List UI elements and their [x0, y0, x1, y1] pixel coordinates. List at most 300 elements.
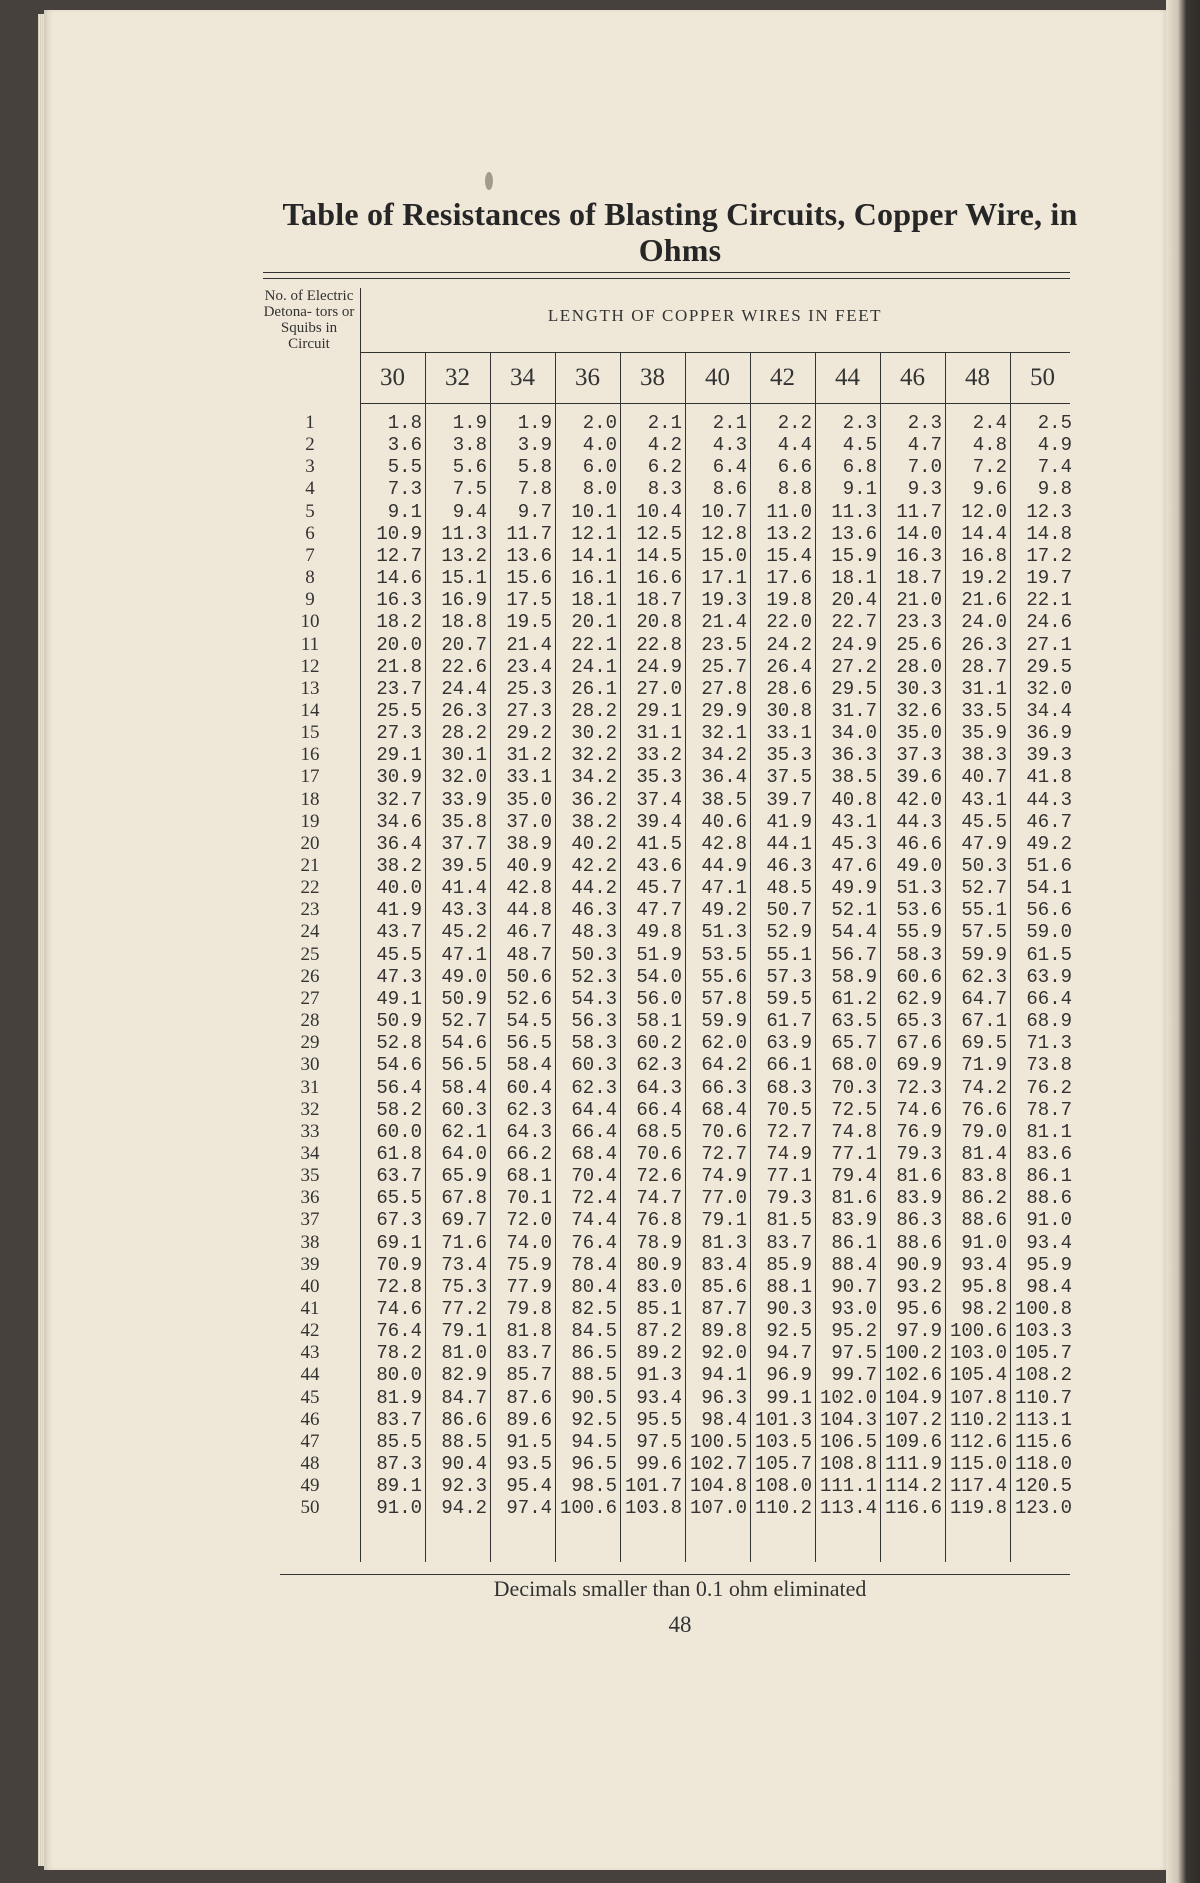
resistance-cell: 56.7	[831, 943, 877, 966]
resistance-cell: 91.3	[636, 1364, 682, 1387]
resistance-cell: 4.3	[712, 434, 747, 457]
resistance-cell: 45.5	[961, 810, 1007, 833]
resistance-cell: 95.8	[961, 1275, 1007, 1298]
resistance-cell: 26.1	[571, 677, 617, 700]
resistance-cell: 110.7	[1014, 1386, 1072, 1409]
resistance-cell: 67.3	[376, 1209, 422, 1232]
resistance-cell: 23.7	[376, 677, 422, 700]
resistance-cell: 97.5	[636, 1430, 682, 1453]
resistance-cell: 77.1	[766, 1165, 812, 1188]
resistance-cell: 92.5	[766, 1320, 812, 1343]
resistance-cell: 2.0	[582, 412, 617, 434]
resistance-cell: 68.9	[1026, 1010, 1072, 1033]
resistance-cell: 115.0	[949, 1453, 1007, 1476]
resistance-cell: 96.9	[766, 1364, 812, 1387]
resistance-cell: 65.7	[831, 1032, 877, 1055]
resistance-cell: 54.1	[1026, 877, 1072, 900]
resistance-cell: 31.1	[636, 722, 682, 745]
resistance-cell: 56.5	[506, 1032, 552, 1055]
resistance-cell: 9.8	[1037, 478, 1072, 501]
resistance-cell: 78.2	[376, 1342, 422, 1365]
resistance-cell: 95.4	[506, 1475, 552, 1498]
resistance-cell: 78.9	[636, 1231, 682, 1254]
resistance-cell: 74.8	[831, 1120, 877, 1143]
resistance-cell: 80.9	[636, 1253, 682, 1276]
resistance-cell: 84.5	[571, 1320, 617, 1343]
resistance-cell: 4.5	[842, 434, 877, 457]
resistance-cell: 45.7	[636, 877, 682, 900]
resistance-cell: 24.9	[831, 633, 877, 656]
resistance-cell: 93.4	[961, 1253, 1007, 1276]
resistance-cell: 24.2	[766, 633, 812, 656]
resistance-cell: 58.2	[376, 1098, 422, 1121]
resistance-cell: 85.1	[636, 1298, 682, 1320]
resistance-cell: 90.7	[831, 1275, 877, 1298]
resistance-cell: 114.2	[884, 1475, 942, 1498]
resistance-cell: 103.5	[754, 1430, 812, 1453]
resistance-cell: 30.9	[376, 766, 422, 789]
resistance-cell: 60.3	[571, 1054, 617, 1077]
resistance-cell: 36.2	[571, 788, 617, 811]
resistance-cell: 9.1	[387, 500, 422, 523]
resistance-cell: 35.0	[896, 722, 942, 745]
detonator-count: 19	[300, 810, 320, 832]
resistance-cell: 33.9	[441, 788, 487, 811]
resistance-cell: 74.7	[636, 1187, 682, 1210]
resistance-cell: 6.8	[842, 456, 877, 479]
resistance-cell: 87.6	[506, 1386, 552, 1409]
resistance-cell: 10.4	[636, 500, 682, 523]
resistance-cell: 50.3	[961, 855, 1007, 877]
resistance-cell: 62.0	[701, 1032, 747, 1055]
resistance-cell: 99.6	[636, 1453, 682, 1476]
resistance-cell: 71.3	[1026, 1032, 1072, 1055]
resistance-cell: 77.1	[831, 1142, 877, 1165]
resistance-cell: 14.0	[896, 522, 942, 545]
detonator-count: 6	[305, 522, 315, 544]
resistance-cell: 90.3	[766, 1298, 812, 1320]
resistance-cell: 65.9	[441, 1165, 487, 1188]
title-rule	[263, 272, 1070, 273]
resistance-cell: 38.2	[376, 855, 422, 877]
resistance-cell: 77.0	[701, 1187, 747, 1210]
resistance-cell: 49.0	[896, 855, 942, 877]
detonator-count: 42	[300, 1320, 320, 1342]
resistance-cell: 40.9	[506, 855, 552, 877]
resistance-cell: 29.9	[701, 699, 747, 722]
column-header: 38	[640, 364, 665, 391]
resistance-cell: 17.5	[506, 589, 552, 612]
resistance-cell: 87.3	[376, 1453, 422, 1476]
resistance-cell: 66.4	[571, 1120, 617, 1143]
detonator-count: 10	[300, 611, 320, 633]
resistance-cell: 61.7	[766, 1010, 812, 1033]
resistance-cell: 99.1	[766, 1386, 812, 1409]
resistance-cell: 83.8	[961, 1165, 1007, 1188]
resistance-cell: 44.8	[506, 899, 552, 922]
detonator-count: 27	[300, 987, 320, 1009]
resistance-cell: 19.3	[701, 589, 747, 612]
resistance-cell: 18.2	[376, 611, 422, 634]
resistance-cell: 98.2	[961, 1298, 1007, 1320]
resistance-cell: 101.3	[754, 1408, 812, 1431]
resistance-cell: 105.4	[949, 1364, 1007, 1387]
resistance-cell: 74.6	[376, 1298, 422, 1320]
resistance-cell: 16.1	[571, 567, 617, 590]
resistance-cell: 12.0	[961, 500, 1007, 523]
resistance-cell: 99.7	[831, 1364, 877, 1387]
resistance-cell: 19.8	[766, 589, 812, 612]
resistance-cell: 4.4	[777, 434, 812, 457]
column-header: 48	[965, 364, 990, 391]
resistance-cell: 61.5	[1026, 943, 1072, 966]
resistance-cell: 5.6	[452, 456, 487, 479]
resistance-cell: 82.5	[571, 1298, 617, 1320]
resistance-cell: 108.8	[819, 1453, 877, 1476]
resistance-cell: 109.6	[884, 1430, 942, 1453]
resistance-cell: 74.2	[961, 1076, 1007, 1099]
resistance-cell: 100.5	[689, 1430, 747, 1453]
resistance-cell: 68.1	[506, 1165, 552, 1188]
resistance-cell: 91.0	[961, 1231, 1007, 1254]
resistance-cell: 14.5	[636, 544, 682, 567]
resistance-cell: 91.0	[1026, 1209, 1072, 1232]
resistance-cell: 94.7	[766, 1342, 812, 1365]
resistance-cell: 12.8	[701, 522, 747, 545]
resistance-cell: 2.2	[777, 412, 812, 434]
resistance-cell: 30.2	[571, 722, 617, 745]
resistance-cell: 113.1	[1014, 1408, 1072, 1431]
resistance-cell: 86.1	[1026, 1165, 1072, 1188]
resistance-cell: 70.3	[831, 1076, 877, 1099]
resistance-cell: 38.5	[701, 788, 747, 811]
resistance-cell: 9.4	[452, 500, 487, 523]
resistance-cell: 40.8	[831, 788, 877, 811]
resistance-cell: 50.7	[766, 899, 812, 922]
resistance-cell: 34.6	[376, 810, 422, 833]
resistance-cell: 96.5	[571, 1453, 617, 1476]
resistance-cell: 4.9	[1037, 434, 1072, 457]
resistance-cell: 72.0	[506, 1209, 552, 1232]
resistance-cell: 95.9	[1026, 1253, 1072, 1276]
resistance-cell: 54.5	[506, 1010, 552, 1033]
resistance-cell: 68.4	[701, 1098, 747, 1121]
resistance-cell: 20.7	[441, 633, 487, 656]
resistance-cell: 29.1	[636, 699, 682, 722]
detonator-count: 25	[300, 943, 320, 965]
resistance-cell: 34.0	[831, 722, 877, 745]
resistance-cell: 25.3	[506, 677, 552, 700]
resistance-cell: 77.9	[506, 1275, 552, 1298]
resistance-cell: 72.4	[571, 1187, 617, 1210]
resistance-cell: 64.7	[961, 987, 1007, 1010]
resistance-cell: 32.1	[701, 722, 747, 745]
detonator-count: 2	[305, 434, 315, 456]
resistance-cell: 28.2	[441, 722, 487, 745]
resistance-cell: 88.6	[896, 1231, 942, 1254]
resistance-cell: 7.8	[517, 478, 552, 501]
resistance-cell: 103.8	[624, 1497, 682, 1520]
detonator-count: 12	[300, 655, 320, 677]
resistance-cell: 39.4	[636, 810, 682, 833]
resistance-cell: 72.3	[896, 1076, 942, 1099]
resistance-cell: 103.0	[949, 1342, 1007, 1365]
resistance-cell: 37.3	[896, 744, 942, 767]
resistance-cell: 29.5	[1026, 655, 1072, 678]
resistance-cell: 66.3	[701, 1076, 747, 1099]
detonator-count: 15	[300, 722, 320, 744]
resistance-cell: 2.3	[842, 412, 877, 434]
resistance-cell: 13.6	[831, 522, 877, 545]
resistance-cell: 55.1	[766, 943, 812, 966]
resistance-cell: 20.4	[831, 589, 877, 612]
resistance-cell: 6.0	[582, 456, 617, 479]
resistance-cell: 27.8	[701, 677, 747, 700]
resistance-cell: 116.6	[884, 1497, 942, 1520]
resistance-cell: 31.2	[506, 744, 552, 767]
resistance-cell: 67.8	[441, 1187, 487, 1210]
detonator-count: 7	[305, 544, 315, 566]
resistance-cell: 58.4	[441, 1076, 487, 1099]
length-header-rule	[360, 352, 1070, 353]
resistance-cell: 93.0	[831, 1298, 877, 1320]
resistance-cell: 29.5	[831, 677, 877, 700]
resistance-cell: 21.6	[961, 589, 1007, 612]
resistance-cell: 37.5	[766, 766, 812, 789]
resistance-cell: 9.1	[842, 478, 877, 501]
resistance-cell: 34.2	[701, 744, 747, 767]
resistance-cell: 63.5	[831, 1010, 877, 1033]
resistance-cell: 60.2	[636, 1032, 682, 1055]
resistance-cell: 6.2	[647, 456, 682, 479]
detonator-count: 9	[305, 589, 315, 611]
resistance-cell: 78.7	[1026, 1098, 1072, 1121]
resistance-cell: 62.3	[506, 1098, 552, 1121]
resistance-cell: 110.2	[754, 1497, 812, 1520]
resistance-cell: 76.8	[636, 1209, 682, 1232]
resistance-cell: 42.2	[571, 855, 617, 877]
resistance-cell: 54.0	[636, 965, 682, 988]
resistance-cell: 53.6	[896, 899, 942, 922]
resistance-cell: 1.9	[452, 412, 487, 434]
resistance-cell: 90.4	[441, 1453, 487, 1476]
resistance-cell: 10.7	[701, 500, 747, 523]
resistance-cell: 56.3	[571, 1010, 617, 1033]
resistance-cell: 19.7	[1026, 567, 1072, 590]
resistance-cell: 40.0	[376, 877, 422, 900]
resistance-cell: 21.4	[506, 633, 552, 656]
resistance-cell: 28.0	[896, 655, 942, 678]
resistance-cell: 97.4	[506, 1497, 552, 1520]
resistance-cell: 71.6	[441, 1231, 487, 1254]
resistance-cell: 74.4	[571, 1209, 617, 1232]
resistance-cell: 56.6	[1026, 899, 1072, 922]
resistance-cell: 46.7	[506, 921, 552, 944]
resistance-cell: 68.5	[636, 1120, 682, 1143]
resistance-cell: 98.4	[701, 1408, 747, 1431]
resistance-cell: 7.4	[1037, 456, 1072, 479]
resistance-cell: 6.4	[712, 456, 747, 479]
resistance-cell: 16.9	[441, 589, 487, 612]
resistance-cell: 23.5	[701, 633, 747, 656]
resistance-cell: 71.9	[961, 1054, 1007, 1077]
resistance-cell: 67.1	[961, 1010, 1007, 1033]
resistance-cell: 44.2	[571, 877, 617, 900]
resistance-cell: 72.8	[376, 1275, 422, 1298]
resistance-cell: 40.2	[571, 832, 617, 855]
resistance-cell: 89.6	[506, 1408, 552, 1431]
resistance-cell: 33.1	[766, 722, 812, 745]
resistance-cell: 1.9	[517, 412, 552, 434]
resistance-cell: 24.0	[961, 611, 1007, 634]
resistance-cell: 100.2	[884, 1342, 942, 1365]
resistance-cell: 42.8	[701, 832, 747, 855]
resistance-cell: 79.1	[441, 1320, 487, 1343]
resistance-cell: 83.4	[701, 1253, 747, 1276]
resistance-cell: 19.2	[961, 567, 1007, 590]
resistance-cell: 79.3	[896, 1142, 942, 1165]
resistance-cell: 12.1	[571, 522, 617, 545]
resistance-cell: 16.8	[961, 544, 1007, 567]
resistance-cell: 41.9	[376, 899, 422, 922]
resistance-cell: 11.7	[896, 500, 942, 523]
resistance-cell: 5.8	[517, 456, 552, 479]
resistance-cell: 58.1	[636, 1010, 682, 1033]
resistance-cell: 52.3	[571, 965, 617, 988]
resistance-cell: 7.3	[387, 478, 422, 501]
resistance-cell: 81.9	[376, 1386, 422, 1409]
resistance-cell: 89.1	[376, 1475, 422, 1498]
detonator-count: 48	[300, 1453, 320, 1475]
resistance-cell: 79.4	[831, 1165, 877, 1188]
resistance-cell: 27.0	[636, 677, 682, 700]
resistance-cell: 10.9	[376, 522, 422, 545]
resistance-cell: 46.3	[571, 899, 617, 922]
resistance-cell: 105.7	[754, 1453, 812, 1476]
resistance-cell: 16.3	[896, 544, 942, 567]
detonator-count: 28	[300, 1010, 320, 1032]
resistance-cell: 7.2	[972, 456, 1007, 479]
resistance-cell: 52.1	[831, 899, 877, 922]
resistance-cell: 38.5	[831, 766, 877, 789]
resistance-cell: 33.5	[961, 699, 1007, 722]
resistance-cell: 25.6	[896, 633, 942, 656]
resistance-cell: 18.1	[831, 567, 877, 590]
title-rule-double	[263, 278, 1070, 279]
resistance-cell: 36.4	[701, 766, 747, 789]
resistance-cell: 59.0	[1026, 921, 1072, 944]
resistance-cell: 52.6	[506, 987, 552, 1010]
resistance-cell: 86.5	[571, 1342, 617, 1365]
resistance-cell: 79.3	[766, 1187, 812, 1210]
resistance-cell: 67.6	[896, 1032, 942, 1055]
resistance-cell: 48.3	[571, 921, 617, 944]
resistance-cell: 120.5	[1014, 1475, 1072, 1498]
resistance-cell: 108.0	[754, 1475, 812, 1498]
column-header: 32	[445, 364, 470, 391]
resistance-cell: 52.7	[441, 1010, 487, 1033]
resistance-cell: 103.3	[1014, 1320, 1072, 1343]
resistance-cell: 18.1	[571, 589, 617, 612]
resistance-cell: 39.7	[766, 788, 812, 811]
resistance-cell: 123.0	[1014, 1497, 1072, 1520]
detonator-count: 38	[300, 1231, 320, 1253]
resistance-cell: 72.7	[766, 1120, 812, 1143]
resistance-cell: 44.9	[701, 855, 747, 877]
resistance-cell: 74.9	[766, 1142, 812, 1165]
resistance-cell: 60.0	[376, 1120, 422, 1143]
resistance-cell: 62.3	[961, 965, 1007, 988]
resistance-cell: 93.4	[636, 1386, 682, 1409]
resistance-cell: 118.0	[1014, 1453, 1072, 1476]
resistance-cell: 102.0	[819, 1386, 877, 1409]
resistance-cell: 93.2	[896, 1275, 942, 1298]
resistance-cell: 43.3	[441, 899, 487, 922]
resistance-cell: 69.1	[376, 1231, 422, 1254]
resistance-cell: 35.3	[766, 744, 812, 767]
resistance-cell: 49.2	[701, 899, 747, 922]
resistance-cell: 90.5	[571, 1386, 617, 1409]
resistance-cell: 23.3	[896, 611, 942, 634]
resistance-cell: 102.6	[884, 1364, 942, 1387]
resistance-cell: 92.5	[571, 1408, 617, 1431]
resistance-cell: 81.8	[506, 1320, 552, 1343]
resistance-cell: 3.8	[452, 434, 487, 457]
resistance-cell: 18.8	[441, 611, 487, 634]
resistance-cell: 32.6	[896, 699, 942, 722]
resistance-cell: 17.1	[701, 567, 747, 590]
resistance-cell: 76.4	[571, 1231, 617, 1254]
resistance-cell: 20.1	[571, 611, 617, 634]
detonator-count: 14	[300, 699, 320, 721]
resistance-cell: 9.7	[517, 500, 552, 523]
resistance-cell: 8.8	[777, 478, 812, 501]
resistance-cell: 83.0	[636, 1275, 682, 1298]
resistance-cell: 1.8	[387, 412, 422, 434]
resistance-cell: 27.3	[506, 699, 552, 722]
resistance-cell: 33.1	[506, 766, 552, 789]
resistance-cell: 81.4	[961, 1142, 1007, 1165]
resistance-cell: 39.3	[1026, 744, 1072, 767]
resistance-cell: 27.3	[376, 722, 422, 745]
resistance-cell: 48.5	[766, 877, 812, 900]
resistance-cell: 115.6	[1014, 1430, 1072, 1453]
resistance-cell: 50.3	[571, 943, 617, 966]
resistance-cell: 77.2	[441, 1298, 487, 1320]
resistance-cell: 47.6	[831, 855, 877, 877]
resistance-cell: 50.9	[376, 1010, 422, 1033]
column-header: 30	[380, 364, 405, 391]
resistance-cell: 11.3	[831, 500, 877, 523]
footnote: Decimals smaller than 0.1 ohm eliminated	[493, 1576, 867, 1601]
resistance-cell: 13.2	[441, 544, 487, 567]
resistance-cell: 62.9	[896, 987, 942, 1010]
resistance-cell: 47.1	[701, 877, 747, 900]
resistance-cell: 3.6	[387, 434, 422, 457]
resistance-cell: 119.8	[949, 1497, 1007, 1520]
resistance-cell: 15.4	[766, 544, 812, 567]
resistance-cell: 30.1	[441, 744, 487, 767]
resistance-cell: 88.5	[441, 1430, 487, 1453]
resistance-cell: 54.6	[376, 1054, 422, 1077]
resistance-cell: 60.4	[506, 1076, 552, 1099]
resistance-cell: 69.5	[961, 1032, 1007, 1055]
resistance-cell: 2.5	[1037, 412, 1072, 434]
resistance-cell: 50.9	[441, 987, 487, 1010]
resistance-cell: 76.9	[896, 1120, 942, 1143]
resistance-cell: 64.4	[571, 1098, 617, 1121]
page-title: Table of Resistances of Blasting Circuits, Copper Wire, in Ohms	[282, 196, 1078, 268]
